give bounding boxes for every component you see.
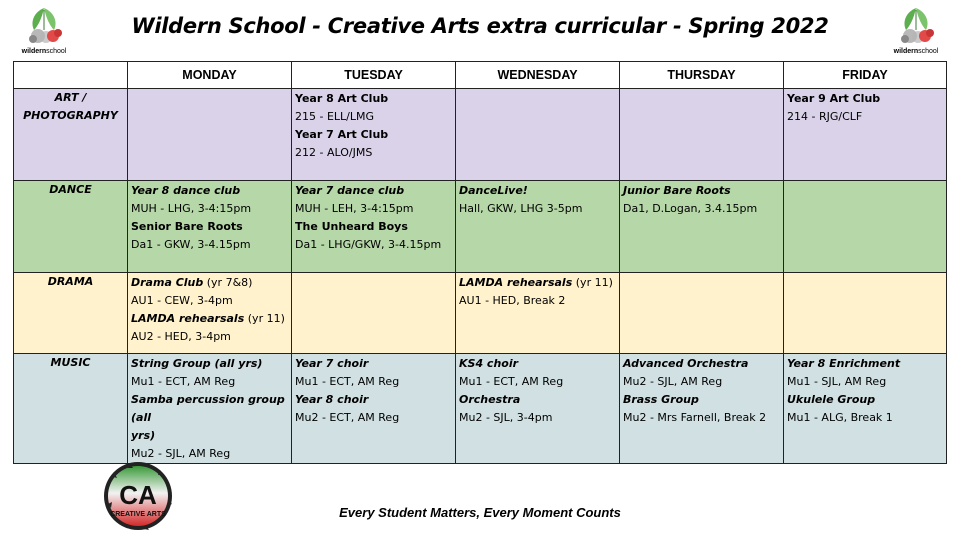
activity-line: [131, 182, 288, 200]
activity-line: [295, 126, 452, 144]
activity-line: [459, 355, 616, 373]
activity-text: Year 8 choir: [295, 393, 369, 406]
ca-letters: CA: [119, 480, 157, 510]
activity-text: Mu1 - ECT, AM Reg: [295, 375, 400, 388]
cell-music-fri: [784, 354, 947, 464]
cell-music-wed: [456, 354, 620, 464]
activity-text: LAMDA rehearsals: [131, 312, 245, 325]
activity-line: [131, 292, 288, 310]
activity-line: [295, 409, 452, 427]
cell-dance-tue: [292, 181, 456, 273]
leaf-crest-icon: [892, 6, 940, 48]
activity-line: [131, 200, 288, 218]
cell-dance-thu: [620, 181, 784, 273]
activity-text: Brass Group: [623, 393, 699, 406]
activity-line: [459, 200, 616, 218]
corner-cell: [14, 62, 128, 89]
row-art-photography: [14, 89, 947, 181]
cell-art-mon: [128, 89, 292, 181]
activity-text: Senior Bare Roots: [131, 220, 243, 233]
row-label-art: [14, 89, 128, 181]
wordmark-thin: school: [918, 48, 939, 55]
activity-text: Da1 - LHG/GKW, 3-4.15pm: [295, 238, 442, 251]
activity-text: Mu1 - ECT, AM Reg: [459, 375, 564, 388]
activity-line: [131, 218, 288, 236]
activity-text: Mu2 - SJL, AM Reg: [131, 447, 231, 460]
cell-art-thu: [620, 89, 784, 181]
activity-text: DanceLive!: [459, 184, 528, 197]
activity-text: Year 7 Art Club: [295, 128, 389, 141]
activity-line: [623, 373, 780, 391]
activity-text: KS4 choir: [459, 357, 519, 370]
activity-line: [131, 236, 288, 254]
activity-line: [295, 90, 452, 108]
activity-line: [787, 373, 943, 391]
ca-subtext: CREATIVE ARTS: [110, 511, 166, 518]
cell-dance-fri: [784, 181, 947, 273]
activity-line: [459, 292, 616, 310]
wordmark-thin: school: [46, 48, 67, 55]
activity-text: Mu2 - ECT, AM Reg: [295, 411, 400, 424]
activity-text: Da1 - GKW, 3-4.15pm: [131, 238, 251, 251]
cell-drama-wed: [456, 273, 620, 354]
activity-extra: (yr 11): [572, 276, 613, 289]
activity-text: Year 8 Art Club: [295, 92, 389, 105]
activity-text: Year 8 dance club: [131, 184, 241, 197]
row-label-line: PHOTOGRAPHY: [23, 109, 118, 122]
row-music: [14, 354, 947, 464]
activity-line: [295, 218, 452, 236]
activity-text: Advanced Orchestra: [623, 357, 749, 370]
activity-line: [787, 409, 943, 427]
page-title: Wildern School - Creative Arts extra curricular - Spring 2022: [131, 14, 829, 38]
activity-line: [131, 373, 288, 391]
row-label-drama: DRAMA: [14, 273, 128, 354]
activity-text: AU1 - HED, Break 2: [459, 294, 566, 307]
row-drama: [14, 273, 947, 354]
day-header-tuesday: TUESDAY: [292, 62, 456, 89]
day-header-thursday: THURSDAY: [620, 62, 784, 89]
cell-music-thu: [620, 354, 784, 464]
activity-line: [295, 200, 452, 218]
activity-text: Samba percussion group (all: [131, 393, 285, 424]
creative-arts-badge-icon: [100, 460, 176, 532]
cell-music-mon: [128, 354, 292, 464]
activity-text: Junior Bare Roots: [623, 184, 731, 197]
activity-text: yrs): [131, 429, 156, 442]
activity-line: [131, 391, 288, 427]
cell-art-wed: [456, 89, 620, 181]
cell-drama-thu: [620, 273, 784, 354]
activity-text: Mu1 - SJL, AM Reg: [787, 375, 887, 388]
cell-dance-mon: [128, 181, 292, 273]
activity-line: [131, 328, 288, 346]
activity-text: AU1 - CEW, 3-4pm: [131, 294, 233, 307]
activity-text: Da1, D.Logan, 3.4.15pm: [623, 202, 758, 215]
activity-text: String Group (all yrs): [131, 357, 263, 370]
activity-text: Mu1 - ECT, AM Reg: [131, 375, 236, 388]
wordmark-bold: wildern: [21, 48, 47, 55]
activity-text: Mu2 - SJL, AM Reg: [623, 375, 723, 388]
activity-text: Orchestra: [459, 393, 521, 406]
day-header-monday: MONDAY: [128, 62, 292, 89]
row-label-music: MUSIC: [14, 354, 128, 464]
cell-drama-mon: [128, 273, 292, 354]
activity-line: [787, 355, 943, 373]
activity-line: [459, 182, 616, 200]
activity-line: [295, 182, 452, 200]
activity-line: [295, 236, 452, 254]
activity-text: Ukulele Group: [787, 393, 876, 406]
header-row: [14, 62, 947, 89]
activity-text: Drama Club: [131, 276, 204, 289]
activity-text: 214 - RJG/CLF: [787, 110, 863, 123]
activity-line: [787, 108, 943, 126]
row-label-dance: DANCE: [14, 181, 128, 273]
activity-extra: (yr 7&8): [203, 276, 253, 289]
activity-text: MUH - LEH, 3-4:15pm: [295, 202, 414, 215]
leaf-crest-icon: [20, 6, 68, 48]
activity-text: Mu1 - ALG, Break 1: [787, 411, 893, 424]
activity-text: AU2 - HED, 3-4pm: [131, 330, 231, 343]
activity-line: [623, 182, 780, 200]
cell-drama-fri: [784, 273, 947, 354]
activity-line: [131, 355, 288, 373]
activity-line: [623, 200, 780, 218]
activity-text: Year 7 choir: [295, 357, 369, 370]
footer-motto: Every Student Matters, Every Moment Counts: [339, 505, 621, 520]
activity-text: Mu2 - SJL, 3-4pm: [459, 411, 553, 424]
cell-art-fri: [784, 89, 947, 181]
activity-text: Mu2 - Mrs Farnell, Break 2: [623, 411, 767, 424]
activity-text: Year 8 Enrichment: [787, 357, 901, 370]
activity-line: [131, 310, 288, 328]
activity-line: [623, 355, 780, 373]
activity-line: [459, 274, 616, 292]
activity-line: [295, 373, 452, 391]
activity-text: Hall, GKW, LHG 3-5pm: [459, 202, 583, 215]
activity-line: [295, 355, 452, 373]
activity-line: [295, 391, 452, 409]
row-label-line: ART /: [54, 91, 87, 104]
activity-text: The Unheard Boys: [295, 220, 408, 233]
timetable: [13, 61, 947, 464]
activity-line: [623, 409, 780, 427]
cell-music-tue: [292, 354, 456, 464]
creative-arts-logo: [100, 460, 176, 532]
row-dance: [14, 181, 947, 273]
school-logo-right: [892, 6, 940, 58]
activity-text: MUH - LHG, 3-4:15pm: [131, 202, 252, 215]
activity-text: LAMDA rehearsals: [459, 276, 573, 289]
activity-line: [295, 144, 452, 162]
activity-text: Year 7 dance club: [295, 184, 405, 197]
activity-extra: (yr 11): [244, 312, 285, 325]
cell-art-tue: [292, 89, 456, 181]
activity-line: [623, 391, 780, 409]
activity-line: [131, 427, 288, 445]
activity-text: 215 - ELL/LMG: [295, 110, 375, 123]
school-logo-left: [20, 6, 68, 58]
activity-line: [787, 90, 943, 108]
activity-line: [459, 391, 616, 409]
activity-line: [459, 409, 616, 427]
activity-line: [131, 274, 288, 292]
wordmark-bold: wildern: [893, 48, 919, 55]
activity-line: [295, 108, 452, 126]
activity-line: [787, 391, 943, 409]
day-header-friday: FRIDAY: [784, 62, 947, 89]
activity-text: Year 9 Art Club: [787, 92, 881, 105]
cell-drama-tue: [292, 273, 456, 354]
cell-dance-wed: [456, 181, 620, 273]
day-header-wednesday: WEDNESDAY: [456, 62, 620, 89]
activity-line: [459, 373, 616, 391]
activity-text: 212 - ALO/JMS: [295, 146, 373, 159]
